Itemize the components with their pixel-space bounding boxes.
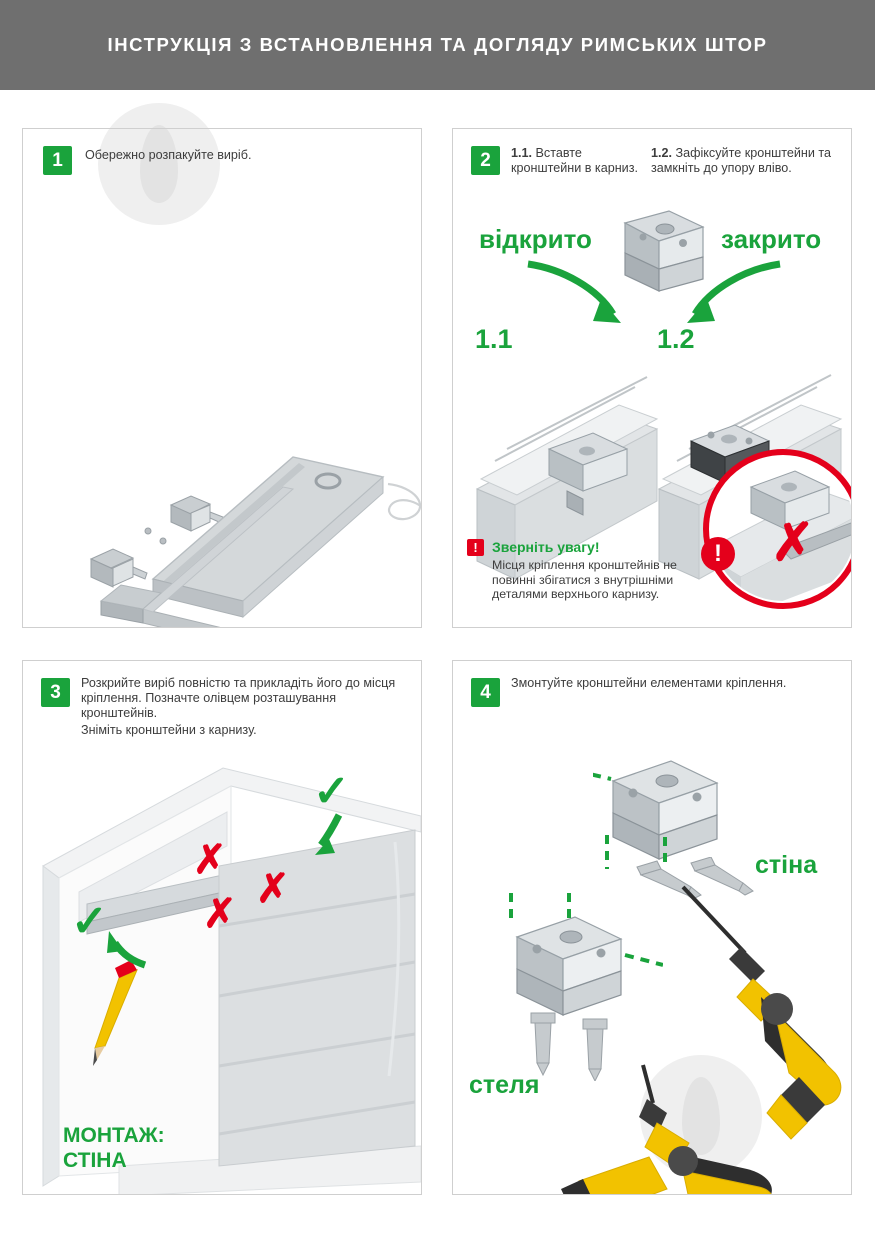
mount-label (63, 1123, 165, 1173)
attention-title: Зверніть увагу! (492, 539, 600, 555)
page-title: ІНСТРУКЦІЯ З ВСТАНОВЛЕННЯ ТА ДОГЛЯДУ РИМСЬКИХ ШТОР (107, 34, 768, 55)
bracket-wall-illustration (593, 741, 753, 871)
mark-right-1: ✓ (313, 767, 350, 816)
mount-label-line2: СТІНА (63, 1149, 127, 1172)
drill-ceiling-illustration (533, 1061, 823, 1195)
label-ceiling: стеля (469, 1071, 540, 1099)
step-panel-1 (22, 128, 422, 628)
bracket-top-illustration (607, 207, 717, 317)
label-open: відкрито (479, 224, 592, 254)
warning-badge: ! (701, 537, 735, 571)
warning-x-mark: ✗ (771, 514, 815, 572)
label-wall: стіна (755, 851, 818, 879)
arrow-mark-right-2-icon (103, 921, 163, 976)
step-2-right-body: Зафіксуйте кронштейни та замкніть до упору вліво. (651, 146, 832, 175)
attention-block (467, 539, 717, 602)
step-2-left-bold: 1.1. (511, 146, 533, 160)
mark-wrong-3: ✗ (193, 838, 227, 882)
step-text-2-left (511, 146, 641, 176)
exclamation-icon: ! (467, 539, 484, 556)
step-text-4: Змонтуйте кронштейни елементами кріплення. (511, 676, 787, 690)
folded-blind-illustration (43, 309, 422, 628)
step-text-3: Розкрийте виріб повністю та прикладіть його до місця кріплення. Позначте олівцем розташування кронштейнів. (81, 676, 396, 720)
step-number-1: 1 (43, 146, 72, 175)
step-number-4: 4 (471, 678, 500, 707)
step-panel-2 (452, 128, 852, 628)
mark-wrong-2: ✗ (256, 867, 290, 911)
label-sub-1-1: 1.1 (475, 324, 513, 354)
step-text-2-right (651, 146, 841, 176)
arrow-mark-right-1-icon (309, 811, 359, 861)
page-header (0, 0, 875, 90)
mount-label-line1: МОНТАЖ: (63, 1124, 165, 1147)
mark-wrong-1: ✗ (203, 892, 237, 936)
step-number-3: 3 (41, 678, 70, 707)
step-text-3b: Зніміть кронштейни з карнизу. (81, 723, 257, 737)
step-panel-3 (22, 660, 422, 1195)
step-2-left-body: Вставте кронштейни в карниз. (511, 146, 638, 175)
label-sub-1-2: 1.2 (657, 324, 695, 354)
mark-right-2: ✓ (71, 897, 108, 946)
label-closed: закрито (721, 224, 822, 254)
step-2-right-bold: 1.2. (651, 146, 673, 160)
step-text-1: Обережно розпакуйте виріб. (85, 148, 252, 162)
step-panel-4 (452, 660, 852, 1195)
step-number-2: 2 (471, 146, 500, 175)
attention-body: Місця кріплення кронштейнів не повинні збігатися з внутрішніми деталями верхнього карнизу. (492, 558, 677, 601)
